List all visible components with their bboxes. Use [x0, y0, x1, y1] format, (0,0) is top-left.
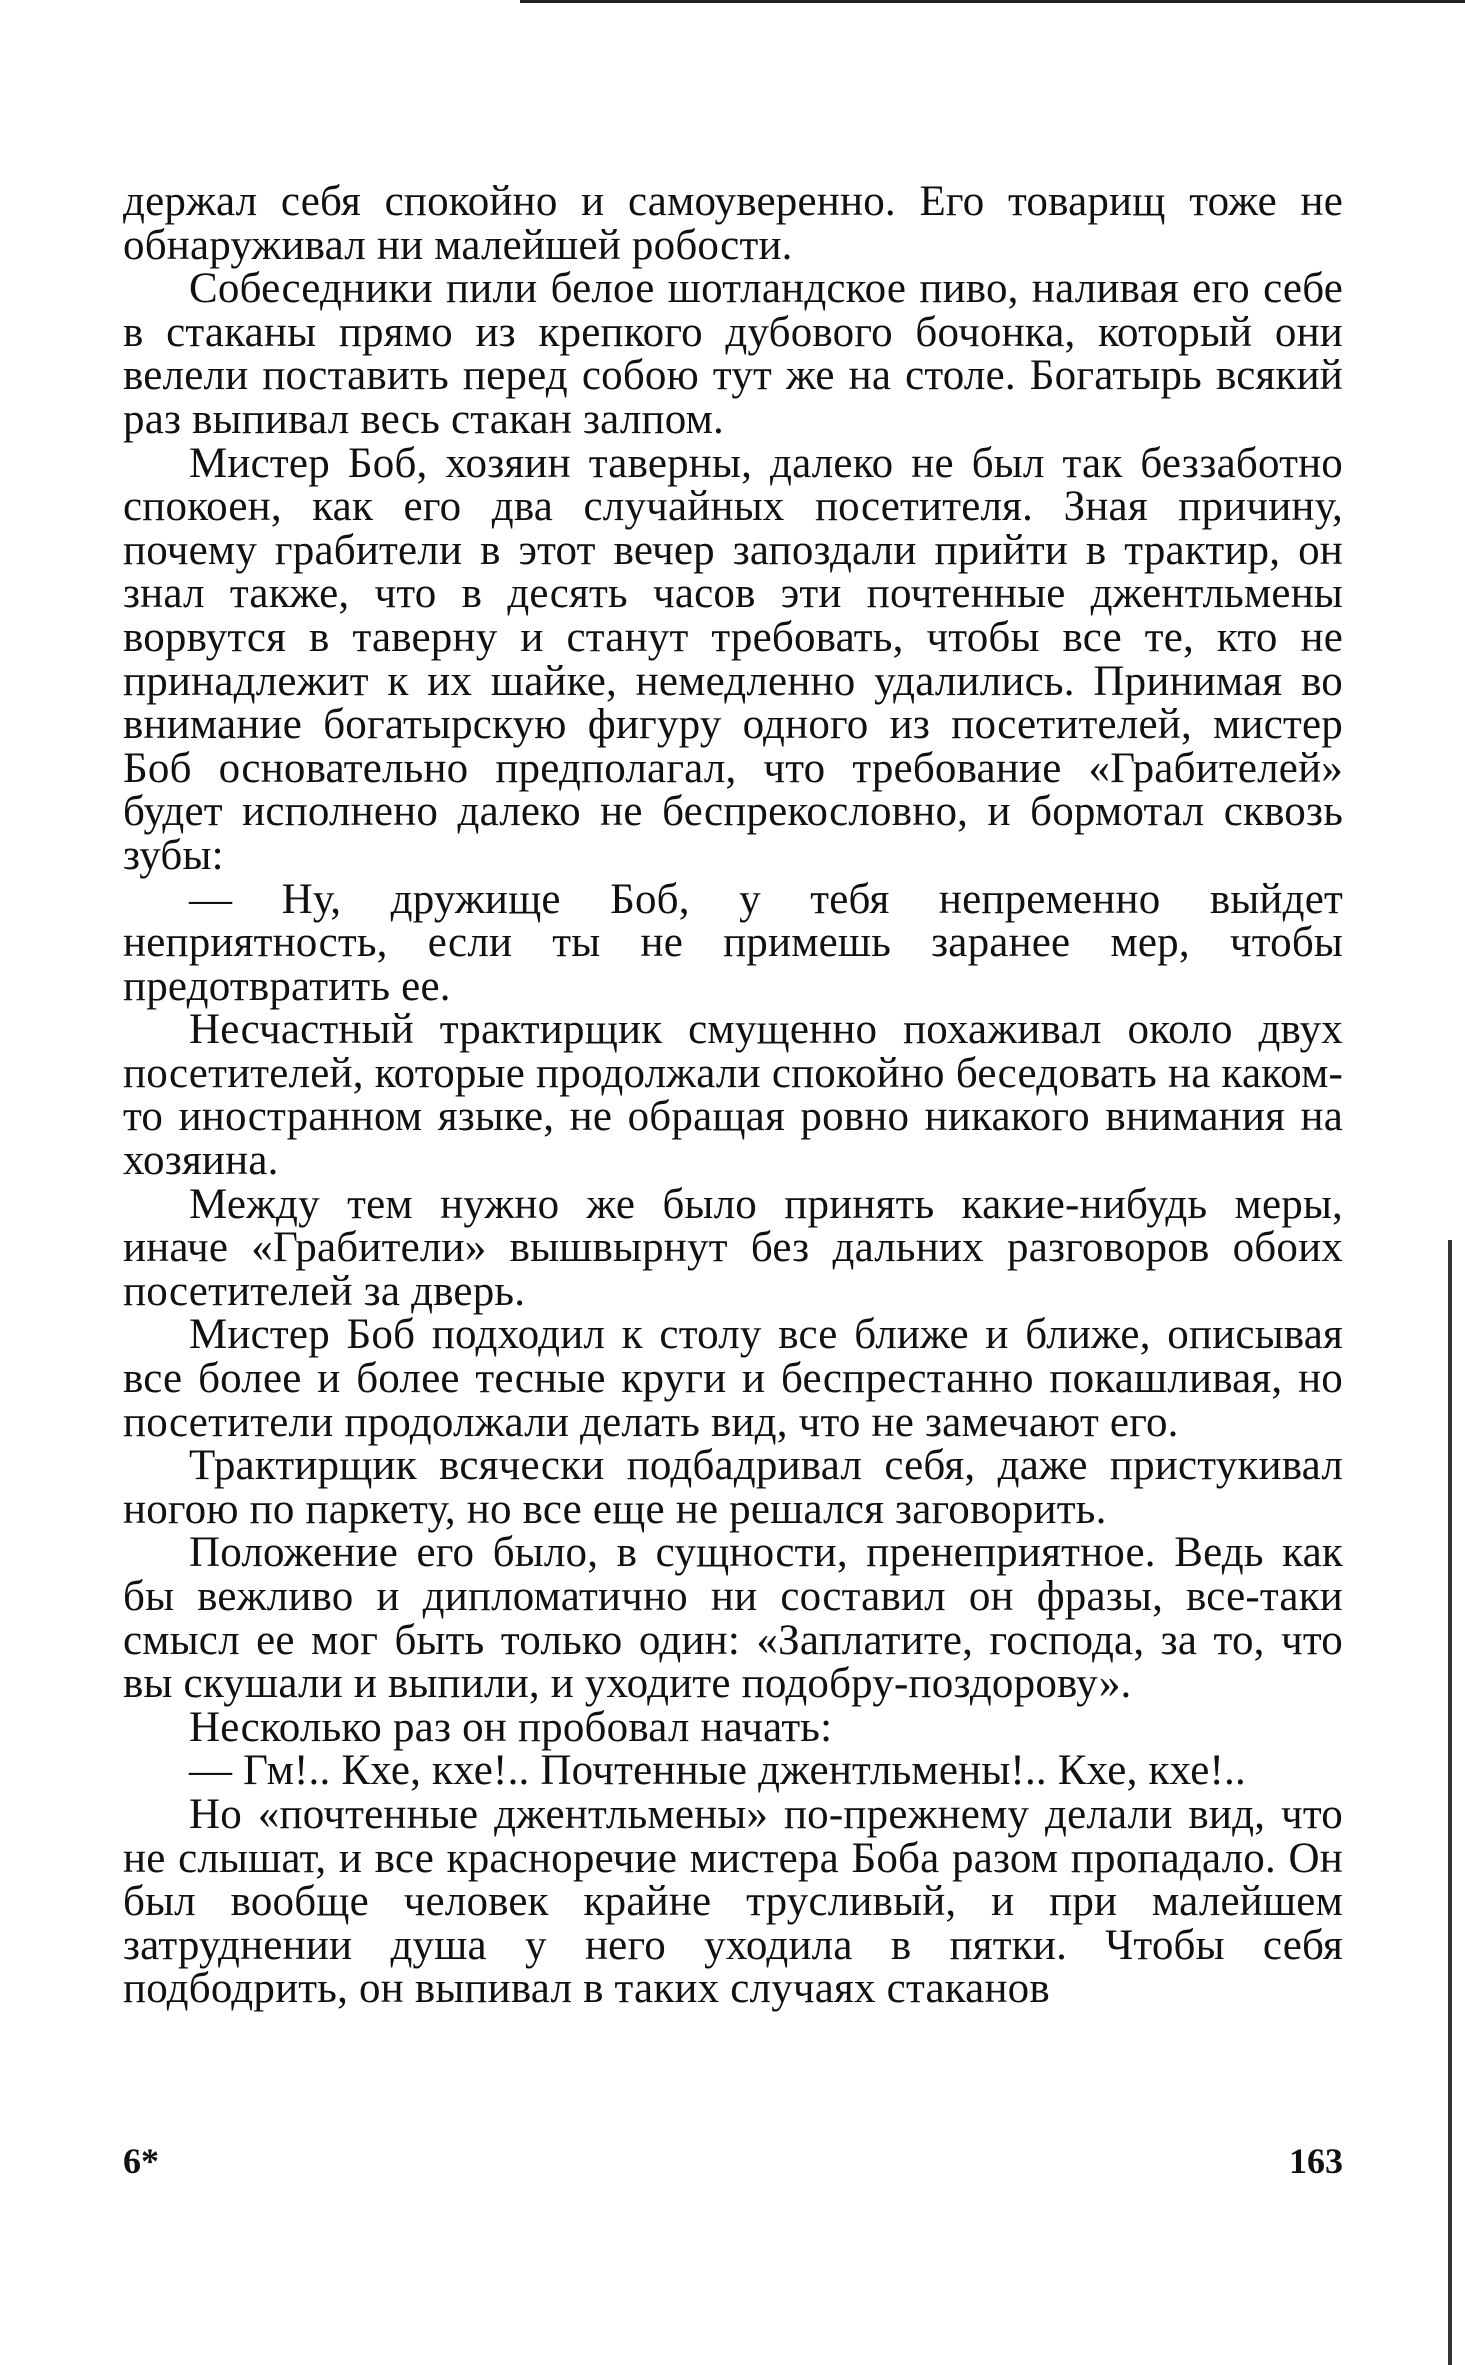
paragraph: Мистер Боб подходил к столу все ближе и ближе, описывая все более и более тесные круги и беспрестанно покашливая, но посетители продолжали делать вид, что не замечают его. — [123, 1311, 1343, 1446]
page-body — [123, 180, 1343, 2011]
paragraph: — Ну, дружище Боб, у тебя непременно выйдет неприятность, если ты не примешь заранее мер, чтобы предотвратить ее. — [123, 875, 1343, 1010]
top-scan-edge — [520, 0, 1465, 3]
paragraph: Положение его было, в сущности, пренеприятное. Ведь как бы вежливо и дипломатично ни составил он фразы, все-таки смысл ее мог быть только один: «Заплатите, господа, за то, что вы скушали и выпили, и уходите подобру-поздорову». — [123, 1529, 1343, 1708]
signature-mark: 6* — [123, 2141, 159, 2181]
paragraph: Но «почтенные джентльмены» по-прежнему делали вид, что не слышат, и все красноречие мистера Боба разом пропадало. Он был вообще человек крайне трусливый, и при малейшем затруднении душа у него уходила в пятки. Чтобы себя подбодрить, он выпивал в таких случаях стаканов — [123, 1790, 1343, 2013]
page-footer — [123, 2140, 1343, 2190]
paragraph: Между тем нужно же было принять какие-нибудь меры, иначе «Грабители» вышвырнут без дальних разговоров обоих посетителей за дверь. — [123, 1180, 1343, 1315]
page-number: 163 — [1289, 2141, 1343, 2181]
paragraph: Трактирщик всячески подбадривал себя, даже пристукивал ногою по паркету, но все еще не решался заговорить. — [123, 1442, 1343, 1533]
paragraph: — Гм!.. Кхе, кхе!.. Почтенные джентльмены!.. Кхе, кхе!.. — [189, 1747, 1246, 1795]
paragraph: Собеседники пили белое шотландское пиво, наливая его себе в стаканы прямо из крепкого дубового бочонка, который они велели поставить перед собою тут же на столе. Богатырь всякий раз выпивал весь стакан залпом. — [123, 265, 1343, 443]
paragraph: Несколько раз он пробовал начать: — [189, 1703, 833, 1751]
paragraph: держал себя спокойно и самоуверенно. Его товарищ тоже не обнаруживал ни малейшей робости. — [123, 178, 1343, 269]
right-scan-edge — [1448, 1240, 1452, 2365]
paragraph: Мистер Боб, хозяин таверны, далеко не был так беззаботно спокоен, как его два случайных посетителя. Зная причину, почему грабители в этот вечер запоздали прийти в трактир, он знал также, что в десять часов эти почтенные джентльмены ворвутся в таверну и станут требовать, чтобы все те, кто не принадлежит к их шайке, немедленно удалились. Принимая во внимание богатырскую фигуру одного из посетителей, мистер Боб основательно предполагал, что требование «Грабителей» будет исполнено далеко не беспрекословно, и бормотал сквозь зубы: — [123, 439, 1343, 879]
paragraph: Несчастный трактирщик смущенно похаживал около двух посетителей, которые продолжали спокойно беседовать на каком-то иностранном языке, не обращая ровно никакого внимания на хозяина. — [123, 1006, 1343, 1185]
